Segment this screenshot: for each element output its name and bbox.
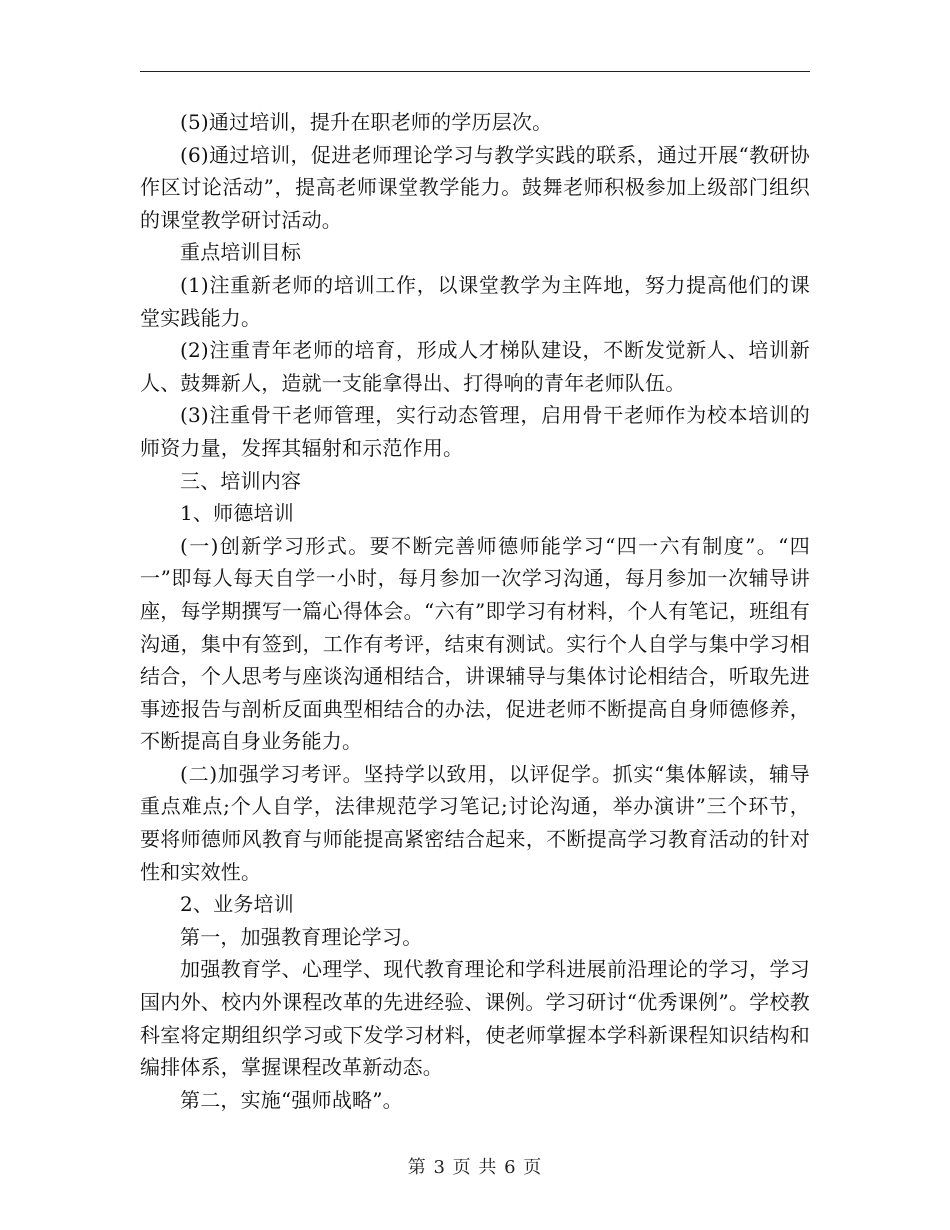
document-body [140, 106, 810, 1116]
section-heading: 1、师德培训 [180, 501, 294, 526]
section-heading: 第一，加强教育理论学习。 [180, 924, 423, 949]
section-heading: 第二，实施“强师战略”。 [180, 1087, 403, 1112]
paragraph: (二)加强学习考评。坚持学以致用，以评促学。抓实“集体解读，辅导重点难点;个人自学，法律规范学习笔记;讨论沟通，举办演讲”三个环节，要将师德师风教育与师能提高紧密结合起来，不断提高学习教育活动的针对性和实效性。 [140, 761, 810, 884]
header-rule [140, 71, 810, 72]
section-heading: 三、培训内容 [180, 468, 302, 493]
section-heading: 2、业务培训 [180, 892, 294, 917]
paragraph: 加强教育学、心理学、现代教育理论和学科进展前沿理论的学习，学习国内外、校内外课程改革的先进经验、课例。学习研讨“优秀课例”。学校教科室将定期组织学习或下发学习材料，使老师掌握本学科新课程知识结构和编排体系，掌握课程改革新动态。 [140, 957, 810, 1080]
paragraph: (1)注重新老师的培训工作，以课堂教学为主阵地，努力提高他们的课堂实践能力。 [140, 272, 810, 330]
paragraph: (5)通过培训，提升在职老师的学历层次。 [180, 110, 553, 134]
paragraph: (一)创新学习形式。要不断完善师德师能学习“四一六有制度”。“四一”即每人每天自学一小时，每月参加一次学习沟通，每月参加一次辅导讲座，每学期撰写一篇心得体会。“六有”即学习有材料，个人有笔记，班组有沟通，集中有签到，工作有考评，结束有测试。实行个人自学与集中学习相结合，个人思考与座谈沟通相结合，讲课辅导与集体讨论相结合，听取先进事迹报告与剖析反面典型相结合的办法，促进老师不断提高自身师德修养，不断提高自身业务能力。 [140, 533, 810, 754]
paragraph: (3)注重骨干老师管理，实行动态管理，启用骨干老师作为校本培训的师资力量，发挥其辐射和示范作用。 [140, 403, 810, 460]
paragraph: (6)通过培训，促进老师理论学习与教学实践的联系，通过开展“教研协作区讨论活动”，提高老师课堂教学能力。鼓舞老师积极参加上级部门组织的课堂教学研讨活动。 [140, 142, 810, 232]
page-footer: 第 3 页 共 6 页 [407, 1157, 543, 1178]
section-heading: 重点培训目标 [180, 240, 302, 265]
paragraph: (2)注重青年老师的培育，形成人才梯队建设，不断发觉新人、培训新人、鼓舞新人，造就一支能拿得出、打得响的青年老师队伍。 [140, 338, 810, 395]
